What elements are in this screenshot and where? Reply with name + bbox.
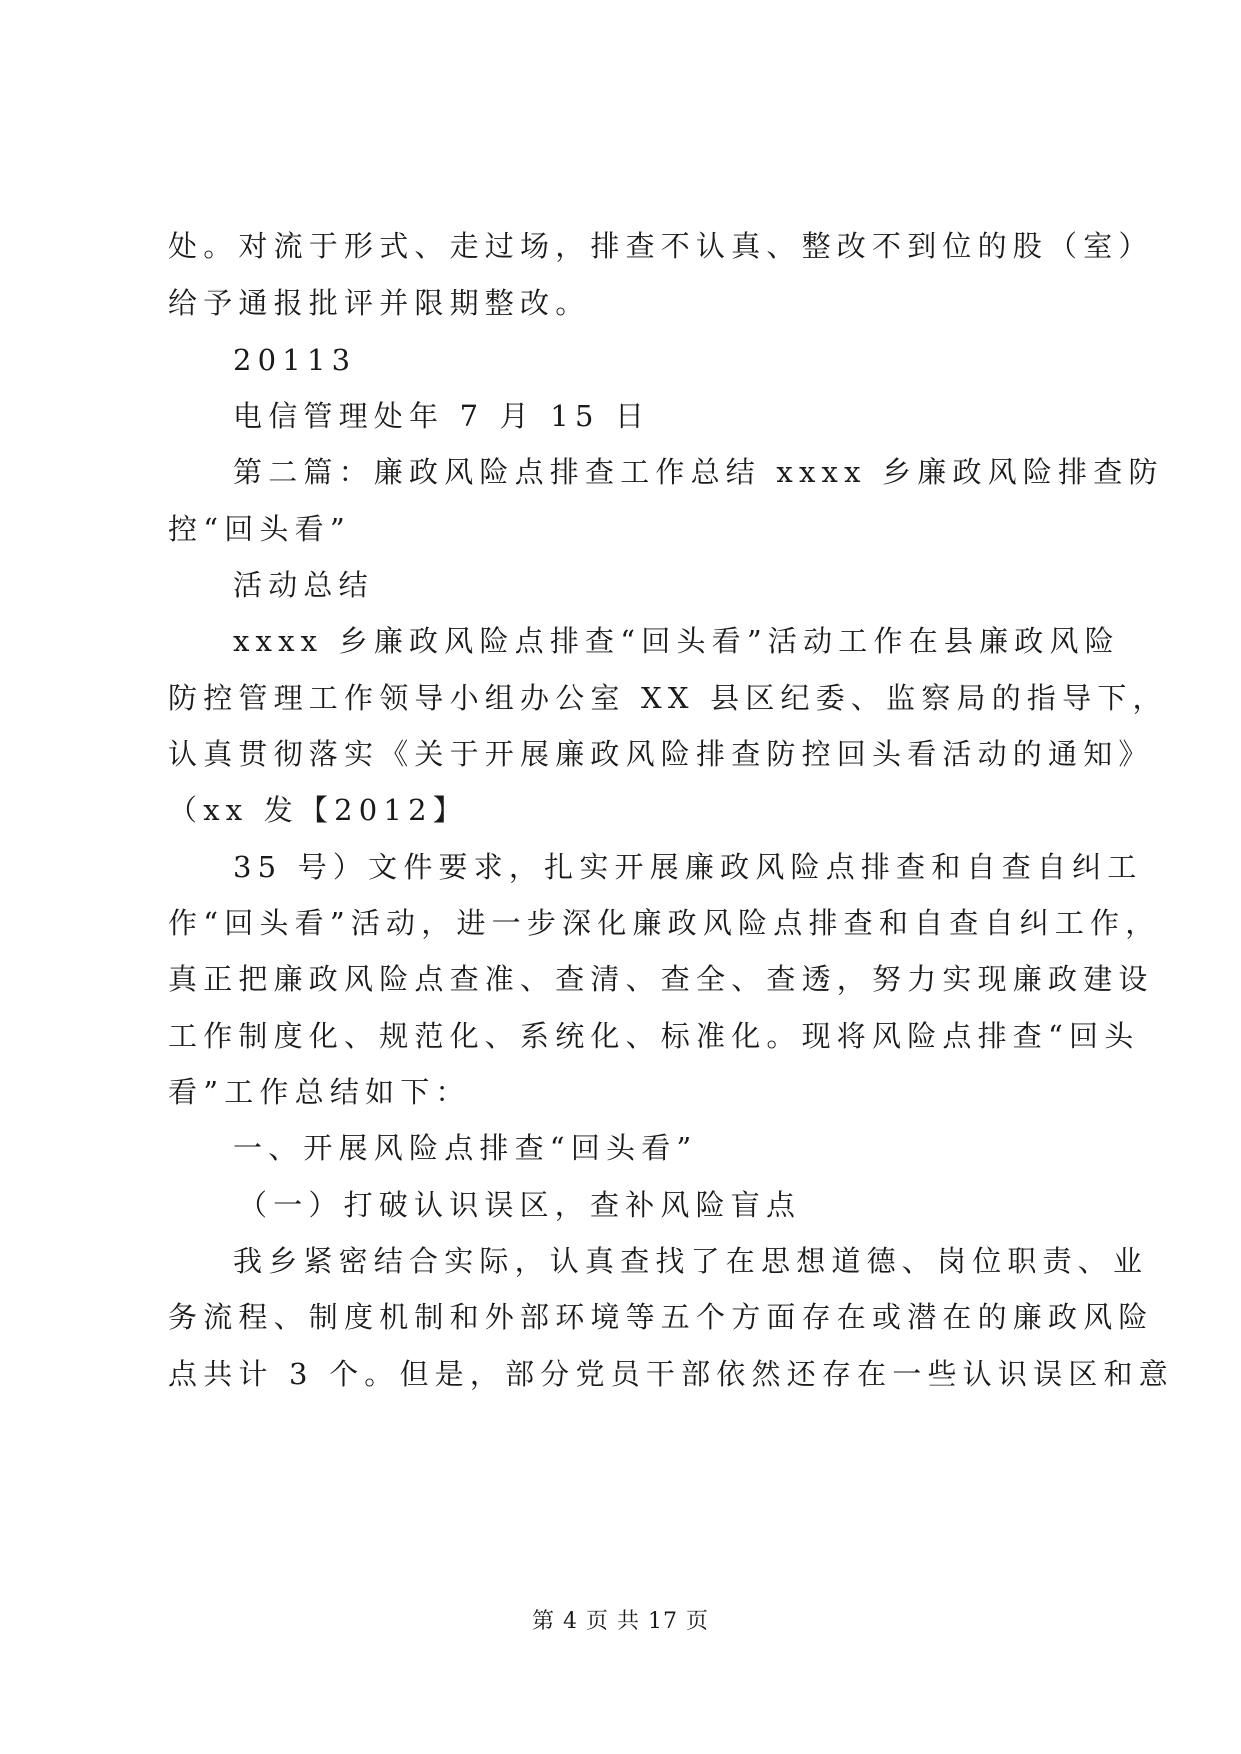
text-line: 给予通报批评并限期整改。 [168, 286, 591, 320]
text-line: 控“回头看” [168, 512, 351, 546]
text-line: 看”工作总结如下： [168, 1075, 471, 1109]
text-line: 作“回头看”活动，进一步深化廉政风险点排查和自查自纠工作， [168, 906, 1161, 940]
text-line: 我乡紧密结合实际，认真查找了在思想道德、岗位职责、业 [233, 1244, 1149, 1278]
section-heading: 第二篇：廉政风险点排查工作总结 xxxx 乡廉政风险排查防 [233, 455, 1164, 489]
text-line: 工作制度化、规范化、系统化、标准化。现将风险点排查“回头 [168, 1019, 1140, 1053]
subsection-heading: （一）打破认识误区，查补风险盲点 [238, 1188, 802, 1222]
text-line: 认真贯彻落实《关于开展廉政风险排查防控回头看活动的通知》 [168, 737, 1154, 771]
text-line: 真正把廉政风险点查准、查清、查全、查透，努力实现廉政建设 [168, 962, 1154, 996]
section-heading: 一、开展风险点排查“回头看” [233, 1131, 698, 1165]
text-line: 务流程、制度机制和外部环境等五个方面存在或潜在的廉政风险 [168, 1300, 1154, 1334]
text-line: 活动总结 [233, 568, 374, 602]
text-line: 处。对流于形式、走过场，排查不认真、整改不到位的股（室） [168, 229, 1154, 263]
text-line: xxxx 乡廉政风险点排查“回头看”活动工作在县廉政风险 [233, 624, 1120, 658]
text-line: 点共计 3 个。但是，部分党员干部依然还存在一些认识误区和意 [168, 1357, 1174, 1391]
text-line: 20113 [233, 343, 357, 377]
text-line: 电信管理处年 7 月 15 日 [233, 399, 651, 433]
text-line: 防控管理工作领导小组办公室 XX 县区纪委、监察局的指导下， [168, 681, 1168, 715]
text-line: 35 号）文件要求，扎实开展廉政风险点排查和自查自纠工 [233, 850, 1143, 884]
page-number-footer: 第 4 页 共 17 页 [532, 1609, 709, 1634]
text-line: （xx 发【2012】 [168, 793, 468, 827]
